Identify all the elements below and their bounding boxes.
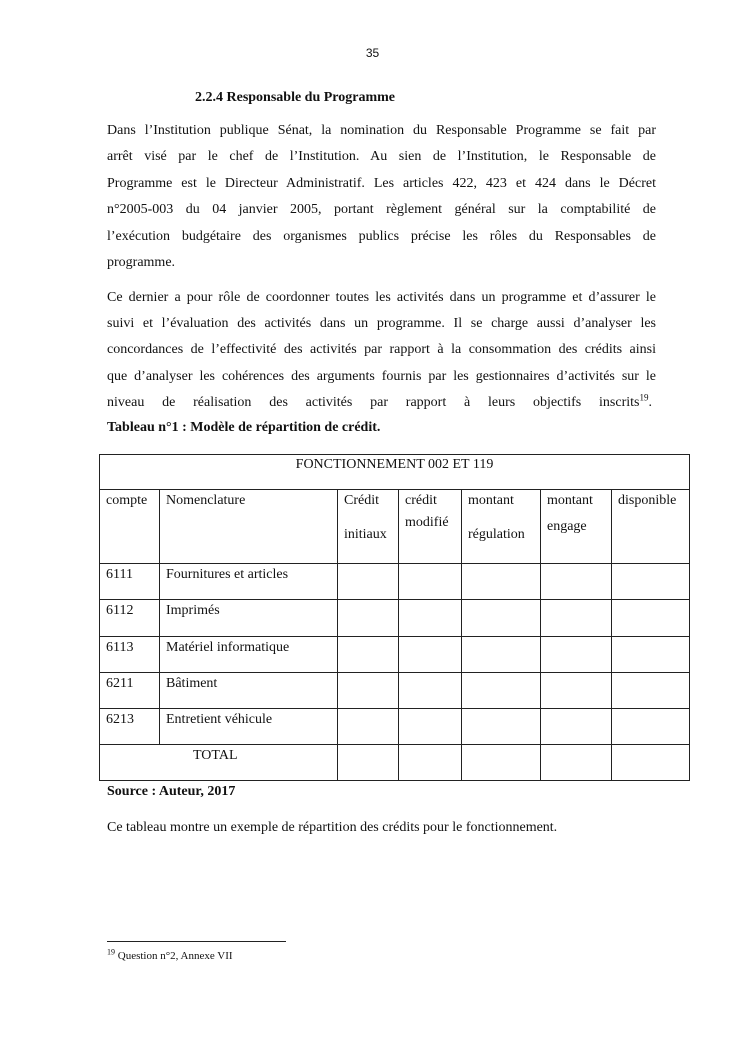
footnote-number: 19 — [107, 947, 115, 957]
cell — [541, 564, 612, 600]
cell — [338, 600, 399, 637]
cell — [399, 709, 462, 745]
cell — [338, 637, 399, 673]
table-source: Source : Auteur, 2017 — [107, 784, 236, 799]
table-total-row — [100, 745, 690, 781]
header-compte: compte — [100, 490, 160, 564]
section-heading: 2.2.4 Responsable du Programme — [195, 90, 396, 105]
text-line: Dans l’Institution publique Sénat, la nomination du Responsable Programme se fait par — [107, 123, 656, 138]
cell — [541, 600, 612, 637]
text-line: suivi et l’évaluation des activités dans un programme. Il se charge aussi d’analyser les — [107, 316, 656, 331]
cell — [541, 637, 612, 673]
header-text: régulation — [468, 527, 525, 542]
cell — [338, 745, 399, 781]
cell — [399, 673, 462, 709]
conclusion-text: Ce tableau montre un exemple de répartition des crédits pour le fonctionnement. — [107, 820, 558, 835]
text-line: que d’analyser les cohérences des arguments fournis par les gestionnaires d’activités sur le — [107, 369, 656, 384]
footnote — [107, 947, 233, 962]
cell — [462, 673, 541, 709]
cell — [462, 637, 541, 673]
cell — [541, 745, 612, 781]
table-row — [100, 673, 690, 709]
cell — [462, 709, 541, 745]
header-text: Crédit — [344, 493, 379, 508]
cell — [399, 745, 462, 781]
cell — [612, 673, 690, 709]
header-text: engage — [547, 519, 587, 534]
header-text: initiaux — [344, 527, 387, 542]
header-text: modifié — [405, 515, 449, 530]
cell — [399, 600, 462, 637]
cell-nomenclature: Fournitures et articles — [160, 564, 338, 600]
header-text: crédit — [405, 493, 437, 508]
credit-table — [99, 454, 690, 781]
cell — [462, 600, 541, 637]
header-disponible: disponible — [612, 490, 690, 564]
cell — [612, 564, 690, 600]
cell — [338, 673, 399, 709]
cell-nomenclature: Matériel informatique — [160, 637, 338, 673]
header-montant-engage — [541, 490, 612, 564]
text-line: n°2005-003 du 04 janvier 2005, portant règlement général sur la comptabilité de — [107, 202, 656, 217]
header-montant-regulation — [462, 490, 541, 564]
footnote-divider — [107, 941, 286, 942]
text-line: Programme est le Directeur Administratif. Les articles 422, 423 et 424 dans le Décret — [107, 176, 656, 191]
text-span: niveau de réalisation des activités par rapport à leurs objectifs inscrits — [107, 395, 640, 410]
cell-compte: 6113 — [100, 637, 160, 673]
table-row — [100, 637, 690, 673]
table-row — [100, 600, 690, 637]
cell — [612, 637, 690, 673]
header-text: montant — [547, 493, 593, 508]
page-number: 35 — [365, 46, 380, 60]
cell-nomenclature: Entretient véhicule — [160, 709, 338, 745]
text-line: concordances de l’effectivité des activités par rapport à la consommation des crédits ainsi — [107, 342, 656, 357]
text-line: niveau de réalisation des activités par rapport à leurs objectifs inscrits$^{19}$. — [107, 392, 652, 410]
cell — [462, 564, 541, 600]
text-line: programme. — [107, 255, 176, 270]
cell-nomenclature: Bâtiment — [160, 673, 338, 709]
header-text: montant — [468, 493, 514, 508]
cell — [462, 745, 541, 781]
cell-compte: 6211 — [100, 673, 160, 709]
cell — [612, 745, 690, 781]
cell — [612, 600, 690, 637]
footnote-ref[interactable]: 19 — [639, 392, 649, 403]
cell — [338, 564, 399, 600]
text-line: Ce dernier a pour rôle de coordonner toutes les activités dans un programme et d’assurer le — [107, 290, 656, 305]
header-credit-initiaux — [338, 490, 399, 564]
table-row — [100, 564, 690, 600]
cell — [612, 709, 690, 745]
table-title: FONCTIONNEMENT 002 ET 119 — [100, 455, 690, 490]
table-header-row — [100, 490, 690, 564]
header-credit-modifie — [399, 490, 462, 564]
text-line: arrêt visé par le chef de l’Institution. Au sien de l’Institution, le Responsable de — [107, 149, 656, 164]
table-caption: Tableau n°1 : Modèle de répartition de crédit. — [107, 420, 381, 435]
cell-compte: 6111 — [100, 564, 160, 600]
table-row — [100, 709, 690, 745]
cell — [399, 637, 462, 673]
footnote-text: Question n°2, Annexe VII — [117, 950, 233, 962]
header-nomenclature: Nomenclature — [160, 490, 338, 564]
cell-compte: 6213 — [100, 709, 160, 745]
cell — [541, 709, 612, 745]
cell-compte: 6112 — [100, 600, 160, 637]
cell-total-label: TOTAL — [100, 745, 338, 781]
cell — [338, 709, 399, 745]
cell-nomenclature: Imprimés — [160, 600, 338, 637]
text-line: l’exécution budgétaire des organismes publics précise les rôles du Responsables de — [107, 229, 656, 244]
cell — [541, 673, 612, 709]
cell — [399, 564, 462, 600]
